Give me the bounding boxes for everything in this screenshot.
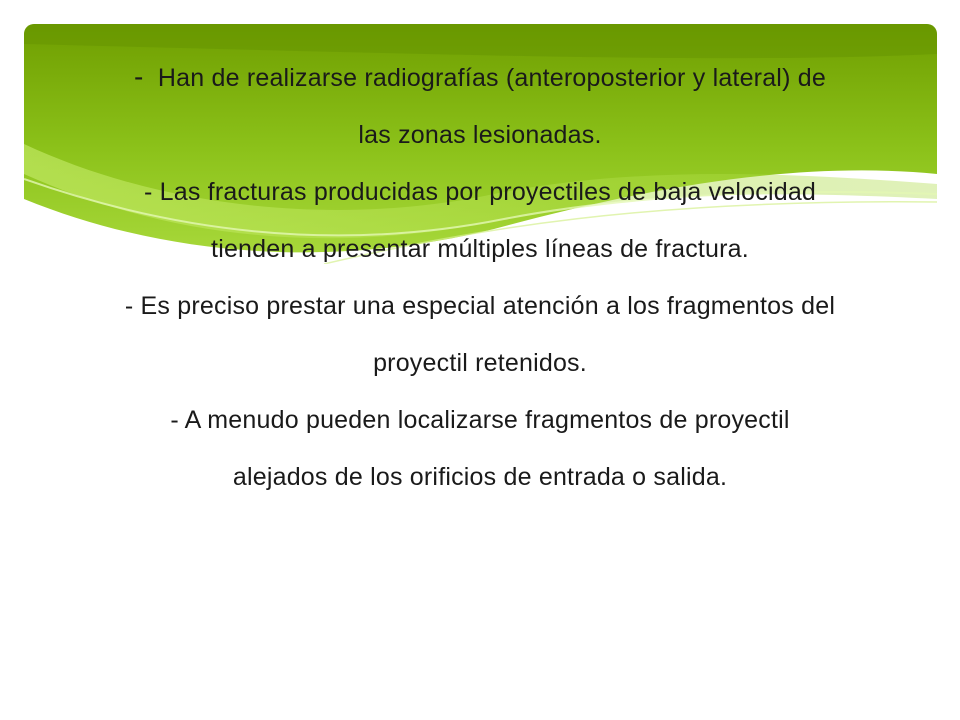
paragraph-fragmentos: - A menudo pueden localizarse fragmentos de proyectil alejados de los orificios de entrada o salida. <box>170 406 790 491</box>
paragraph-fracturas: - Las fracturas producidas por proyectiles de baja velocidad tienden a presentar múltiples líneas de fractura. <box>143 178 817 263</box>
paragraph-atencion: - Es preciso prestar una especial atención a los fragmentos del proyectil retenidos. <box>124 292 836 377</box>
slide-body-text <box>120 48 840 506</box>
bullet-dash: - <box>134 61 144 92</box>
paragraph-radiografias <box>120 48 840 164</box>
paragraph-text: Han de realizarse radiografías (anteroposterior y lateral) de las zonas lesionadas. <box>157 64 826 149</box>
